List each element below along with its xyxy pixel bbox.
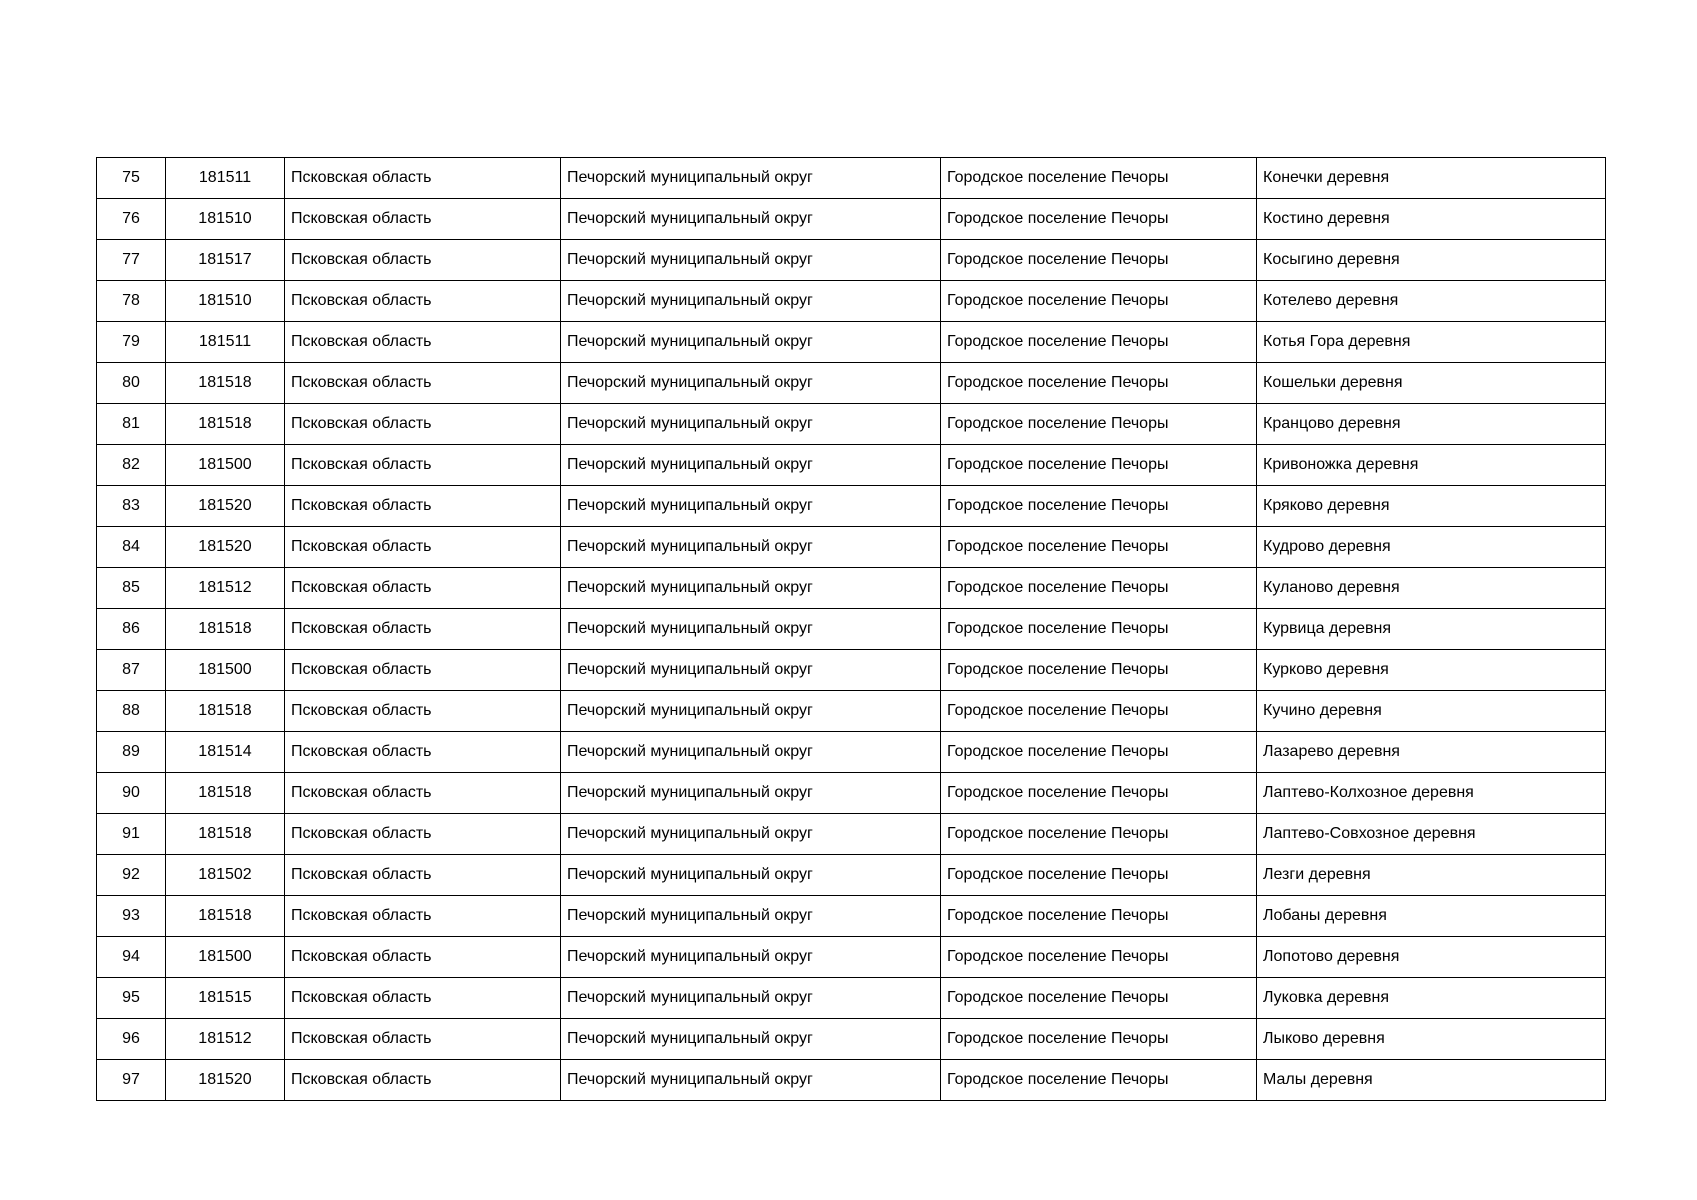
postal-index: 181517: [166, 240, 285, 281]
row-number: 78: [97, 281, 166, 322]
row-number: 82: [97, 445, 166, 486]
postal-index: 181518: [166, 691, 285, 732]
table-row: [97, 773, 1606, 814]
row-number: 96: [97, 1019, 166, 1060]
region-name: Псковская область: [285, 322, 561, 363]
row-number: 85: [97, 568, 166, 609]
settlement-name: Городское поселение Печоры: [941, 1060, 1257, 1101]
table-row: [97, 691, 1606, 732]
locality-name: Конечки деревня: [1257, 158, 1606, 199]
settlement-name: Городское поселение Печоры: [941, 814, 1257, 855]
table-row: [97, 1019, 1606, 1060]
locality-name: Малы деревня: [1257, 1060, 1606, 1101]
row-number: 83: [97, 486, 166, 527]
region-name: Псковская область: [285, 1019, 561, 1060]
locality-table: [96, 157, 1606, 1101]
postal-index: 181518: [166, 404, 285, 445]
table-row: [97, 527, 1606, 568]
district-name: Печорский муниципальный округ: [561, 650, 941, 691]
locality-name: Кривоножка деревня: [1257, 445, 1606, 486]
settlement-name: Городское поселение Печоры: [941, 1019, 1257, 1060]
region-name: Псковская область: [285, 1060, 561, 1101]
postal-index: 181514: [166, 732, 285, 773]
row-number: 80: [97, 363, 166, 404]
table-row: [97, 1060, 1606, 1101]
settlement-name: Городское поселение Печоры: [941, 773, 1257, 814]
locality-name: Лаптево-Совхозное деревня: [1257, 814, 1606, 855]
table-row: [97, 404, 1606, 445]
locality-name: Курково деревня: [1257, 650, 1606, 691]
district-name: Печорский муниципальный округ: [561, 404, 941, 445]
table-row: [97, 445, 1606, 486]
region-name: Псковская область: [285, 527, 561, 568]
row-number: 89: [97, 732, 166, 773]
table-row: [97, 732, 1606, 773]
table-row: [97, 322, 1606, 363]
locality-name: Курвица деревня: [1257, 609, 1606, 650]
settlement-name: Городское поселение Печоры: [941, 527, 1257, 568]
region-name: Псковская область: [285, 937, 561, 978]
table-row: [97, 855, 1606, 896]
settlement-name: Городское поселение Печоры: [941, 855, 1257, 896]
row-number: 79: [97, 322, 166, 363]
district-name: Печорский муниципальный округ: [561, 691, 941, 732]
settlement-name: Городское поселение Печоры: [941, 568, 1257, 609]
region-name: Псковская область: [285, 773, 561, 814]
settlement-name: Городское поселение Печоры: [941, 978, 1257, 1019]
table-row: [97, 486, 1606, 527]
settlement-name: Городское поселение Печоры: [941, 445, 1257, 486]
settlement-name: Городское поселение Печоры: [941, 896, 1257, 937]
region-name: Псковская область: [285, 445, 561, 486]
region-name: Псковская область: [285, 978, 561, 1019]
locality-name: Кранцово деревня: [1257, 404, 1606, 445]
row-number: 94: [97, 937, 166, 978]
locality-name: Лопотово деревня: [1257, 937, 1606, 978]
postal-index: 181511: [166, 322, 285, 363]
postal-index: 181520: [166, 527, 285, 568]
table-row: [97, 363, 1606, 404]
settlement-name: Городское поселение Печоры: [941, 199, 1257, 240]
row-number: 97: [97, 1060, 166, 1101]
region-name: Псковская область: [285, 814, 561, 855]
row-number: 84: [97, 527, 166, 568]
locality-name: Лезги деревня: [1257, 855, 1606, 896]
locality-name: Лыково деревня: [1257, 1019, 1606, 1060]
settlement-name: Городское поселение Печоры: [941, 281, 1257, 322]
district-name: Печорский муниципальный округ: [561, 609, 941, 650]
postal-index: 181502: [166, 855, 285, 896]
settlement-name: Городское поселение Печоры: [941, 363, 1257, 404]
table-row: [97, 937, 1606, 978]
district-name: Печорский муниципальный округ: [561, 527, 941, 568]
table-row: [97, 814, 1606, 855]
region-name: Псковская область: [285, 568, 561, 609]
region-name: Псковская область: [285, 855, 561, 896]
district-name: Печорский муниципальный округ: [561, 855, 941, 896]
district-name: Печорский муниципальный округ: [561, 732, 941, 773]
district-name: Печорский муниципальный округ: [561, 814, 941, 855]
region-name: Псковская область: [285, 691, 561, 732]
table-row: [97, 240, 1606, 281]
postal-index: 181518: [166, 609, 285, 650]
region-name: Псковская область: [285, 363, 561, 404]
postal-index: 181511: [166, 158, 285, 199]
postal-index: 181500: [166, 650, 285, 691]
region-name: Псковская область: [285, 240, 561, 281]
region-name: Псковская область: [285, 896, 561, 937]
postal-index: 181510: [166, 199, 285, 240]
postal-index: 181520: [166, 1060, 285, 1101]
postal-index: 181518: [166, 814, 285, 855]
table-row: [97, 158, 1606, 199]
locality-name: Кошельки деревня: [1257, 363, 1606, 404]
row-number: 92: [97, 855, 166, 896]
region-name: Псковская область: [285, 650, 561, 691]
district-name: Печорский муниципальный округ: [561, 322, 941, 363]
postal-index: 181518: [166, 773, 285, 814]
district-name: Печорский муниципальный округ: [561, 363, 941, 404]
settlement-name: Городское поселение Печоры: [941, 240, 1257, 281]
district-name: Печорский муниципальный округ: [561, 158, 941, 199]
region-name: Псковская область: [285, 404, 561, 445]
region-name: Псковская область: [285, 486, 561, 527]
district-name: Печорский муниципальный округ: [561, 896, 941, 937]
postal-index: 181518: [166, 363, 285, 404]
table-row: [97, 568, 1606, 609]
region-name: Псковская область: [285, 158, 561, 199]
table-row: [97, 199, 1606, 240]
row-number: 81: [97, 404, 166, 445]
locality-name: Котья Гора деревня: [1257, 322, 1606, 363]
district-name: Печорский муниципальный округ: [561, 937, 941, 978]
row-number: 75: [97, 158, 166, 199]
postal-index: 181512: [166, 1019, 285, 1060]
locality-name: Кучино деревня: [1257, 691, 1606, 732]
region-name: Псковская область: [285, 609, 561, 650]
settlement-name: Городское поселение Печоры: [941, 691, 1257, 732]
row-number: 76: [97, 199, 166, 240]
table-row: [97, 978, 1606, 1019]
row-number: 87: [97, 650, 166, 691]
settlement-name: Городское поселение Печоры: [941, 650, 1257, 691]
postal-index: 181510: [166, 281, 285, 322]
district-name: Печорский муниципальный округ: [561, 240, 941, 281]
locality-name: Кряково деревня: [1257, 486, 1606, 527]
district-name: Печорский муниципальный округ: [561, 978, 941, 1019]
locality-name: Лазарево деревня: [1257, 732, 1606, 773]
locality-name: Кудрово деревня: [1257, 527, 1606, 568]
postal-index: 181500: [166, 937, 285, 978]
postal-index: 181520: [166, 486, 285, 527]
district-name: Печорский муниципальный округ: [561, 1019, 941, 1060]
district-name: Печорский муниципальный округ: [561, 445, 941, 486]
settlement-name: Городское поселение Печоры: [941, 486, 1257, 527]
table-row: [97, 281, 1606, 322]
table-row: [97, 896, 1606, 937]
row-number: 93: [97, 896, 166, 937]
settlement-name: Городское поселение Печоры: [941, 158, 1257, 199]
settlement-name: Городское поселение Печоры: [941, 404, 1257, 445]
row-number: 86: [97, 609, 166, 650]
postal-index: 181518: [166, 896, 285, 937]
locality-name: Лаптево-Колхозное деревня: [1257, 773, 1606, 814]
district-name: Печорский муниципальный округ: [561, 773, 941, 814]
postal-index: 181500: [166, 445, 285, 486]
row-number: 77: [97, 240, 166, 281]
locality-name: Косыгино деревня: [1257, 240, 1606, 281]
district-name: Печорский муниципальный округ: [561, 199, 941, 240]
settlement-name: Городское поселение Печоры: [941, 937, 1257, 978]
settlement-name: Городское поселение Печоры: [941, 322, 1257, 363]
district-name: Печорский муниципальный округ: [561, 281, 941, 322]
region-name: Псковская область: [285, 281, 561, 322]
locality-name: Котелево деревня: [1257, 281, 1606, 322]
locality-name: Лобаны деревня: [1257, 896, 1606, 937]
row-number: 90: [97, 773, 166, 814]
table-row: [97, 650, 1606, 691]
region-name: Псковская область: [285, 199, 561, 240]
row-number: 88: [97, 691, 166, 732]
region-name: Псковская область: [285, 732, 561, 773]
row-number: 91: [97, 814, 166, 855]
row-number: 95: [97, 978, 166, 1019]
settlement-name: Городское поселение Печоры: [941, 732, 1257, 773]
district-name: Печорский муниципальный округ: [561, 486, 941, 527]
locality-name: Костино деревня: [1257, 199, 1606, 240]
district-name: Печорский муниципальный округ: [561, 1060, 941, 1101]
postal-index: 181512: [166, 568, 285, 609]
settlement-name: Городское поселение Печоры: [941, 609, 1257, 650]
locality-name: Луковка деревня: [1257, 978, 1606, 1019]
district-name: Печорский муниципальный округ: [561, 568, 941, 609]
postal-index: 181515: [166, 978, 285, 1019]
table-row: [97, 609, 1606, 650]
locality-name: Куланово деревня: [1257, 568, 1606, 609]
